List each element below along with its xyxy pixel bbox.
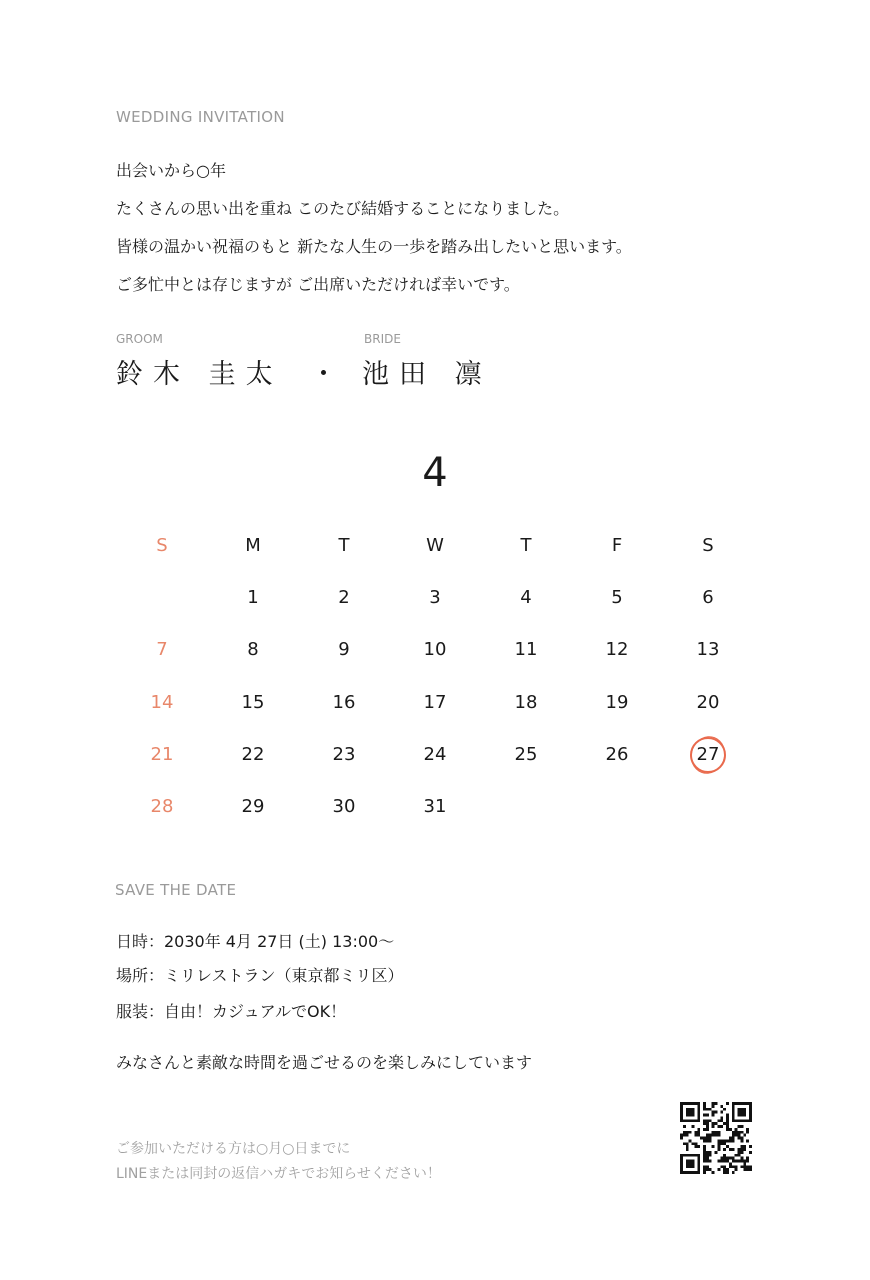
message-line-4: ご多忙中とは存じますが ご出席いただければ幸いです。 — [116, 275, 520, 294]
calendar-day: 25 — [514, 744, 538, 765]
qr-code-icon[interactable] — [680, 1102, 752, 1174]
weekday-header: F — [611, 535, 623, 556]
name-separator: ・ — [310, 359, 347, 390]
weekday-header: S — [156, 535, 168, 556]
event-datetime: 日時：2030年 4月 27日 (土) 13:00〜 — [116, 932, 395, 951]
event-place: 場所：ミリレストラン（東京都ミリ区） — [116, 966, 404, 985]
calendar-day: 2 — [338, 587, 350, 608]
calendar-day: 5 — [611, 587, 623, 608]
groom-name: 鈴木 圭太 — [116, 359, 283, 390]
calendar-day: 23 — [332, 744, 356, 765]
calendar-day: 6 — [702, 587, 714, 608]
calendar-day: 19 — [605, 692, 629, 713]
calendar-day: 20 — [696, 692, 720, 713]
message-line-3: 皆様の温かい祝福のもと 新たな人生の一歩を踏み出したいと思います。 — [116, 237, 632, 256]
calendar-day: 27 — [696, 744, 720, 765]
calendar-day: 7 — [156, 639, 168, 660]
weekday-header: S — [702, 535, 714, 556]
calendar-day: 24 — [423, 744, 447, 765]
closing-message: みなさんと素敵な時間を過ごせるのを楽しみにしています — [116, 1053, 533, 1072]
calendar-day: 16 — [332, 692, 356, 713]
calendar-day: 22 — [241, 744, 265, 765]
calendar-day: 15 — [241, 692, 265, 713]
highlight-circle-stroke — [686, 731, 731, 778]
invitation-eyebrow: WEDDING INVITATION — [116, 108, 285, 126]
calendar-day: 18 — [514, 692, 538, 713]
weekday-header: T — [338, 535, 350, 556]
rsvp-note-line-2: LINEまたは同封の返信ハガキでお知らせください！ — [116, 1166, 441, 1182]
calendar-day: 4 — [520, 587, 532, 608]
event-dress-code: 服装：自由！カジュアルでOK！ — [116, 1002, 347, 1021]
calendar-day: 30 — [332, 796, 356, 817]
calendar-day: 8 — [247, 639, 259, 660]
bride-label: BRIDE — [364, 332, 401, 346]
calendar-day: 14 — [150, 692, 174, 713]
calendar-day: 1 — [247, 587, 259, 608]
calendar-month: 4 — [422, 450, 448, 496]
calendar-day: 3 — [429, 587, 441, 608]
calendar-day: 12 — [605, 639, 629, 660]
calendar-day: 29 — [241, 796, 265, 817]
calendar-day: 17 — [423, 692, 447, 713]
calendar-day: 9 — [338, 639, 350, 660]
weekday-header: W — [426, 535, 444, 556]
calendar-day: 21 — [150, 744, 174, 765]
groom-label: GROOM — [116, 332, 163, 346]
calendar-day: 26 — [605, 744, 629, 765]
calendar-day: 10 — [423, 639, 447, 660]
calendar-day: 28 — [150, 796, 174, 817]
message-line-1: 出会いから○年 — [116, 161, 226, 180]
calendar-day: 13 — [696, 639, 720, 660]
rsvp-note-line-1: ご参加いただける方は○月○日までに — [116, 1141, 351, 1157]
save-the-date-eyebrow: SAVE THE DATE — [115, 881, 237, 899]
calendar-day: 31 — [423, 796, 447, 817]
message-line-2: たくさんの思い出を重ね このたび結婚することになりました。 — [116, 199, 570, 218]
weekday-header: T — [520, 535, 532, 556]
calendar-day: 11 — [514, 639, 538, 660]
bride-name: 池田 凛 — [362, 359, 492, 390]
weekday-header: M — [245, 535, 261, 556]
